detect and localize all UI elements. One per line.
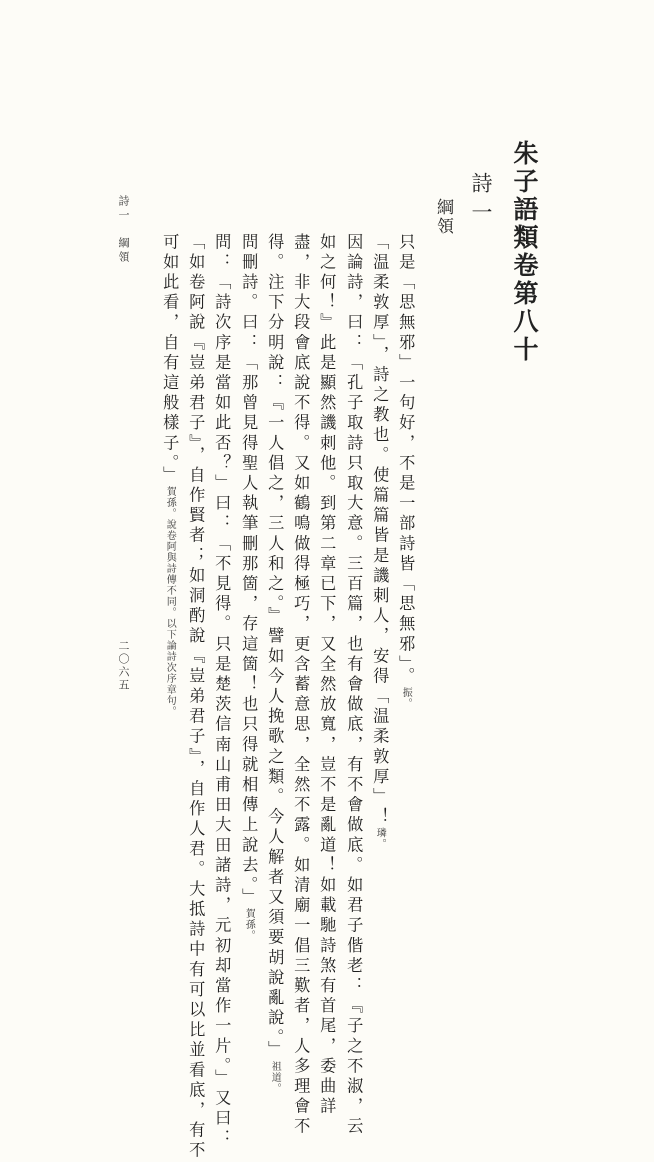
source-note: 振。	[400, 687, 412, 710]
column-text: 盡，非大段會底說不得。又如鶴鳴做得極巧，更含蓄意思，全然不露。如清廟一倡三歎者，人多理會不	[291, 233, 311, 1138]
text-column	[291, 233, 311, 1138]
text-column	[344, 233, 364, 1138]
column-text: 「温柔敦厚」，詩之教也。使篇篇皆是譏刺人，安得「温柔敦厚」！	[370, 233, 390, 828]
source-note: 祖道。	[269, 1061, 281, 1094]
column-text: 如之何！』此是顯然譏刺他。到第二章已下，又全然放寬，豈不是亂道！如載馳詩煞有首尾，委曲詳	[317, 233, 337, 1118]
text-column	[239, 233, 259, 942]
page-number: 二〇六五	[117, 640, 130, 692]
column-text: 問刪詩。曰：「那曾見得聖人執筆刪那箇，存這箇！也只得就相傳上說去。」	[239, 233, 259, 909]
running-title: 詩一 綱領	[117, 195, 130, 265]
column-text: 「如卷阿說『豈弟君子』，自作賢者；如洞酌說『豈弟君子』，自作人君。大抵詩中有可以比並看底，有不	[186, 233, 206, 1162]
column-text: 只是「思無邪」一句好，不是一部詩皆「思無邪」。	[396, 233, 416, 688]
text-column	[186, 233, 206, 1162]
column-text: 問：「詩次序是當如此否？」曰：「不見得。只是楚茨信南山甫田大田諸詩，元初却當作一片。」又曰：	[212, 233, 232, 1150]
text-column	[317, 233, 337, 1118]
chapter-title: 朱子語類卷第八十	[510, 140, 539, 364]
column-text: 可如此看，自有這般樣子。」	[160, 233, 180, 487]
source-note: 賀孫。說卷阿與詩傳不同。以下論詩次序章句。	[164, 486, 176, 718]
text-column	[160, 233, 180, 718]
column-text: 因論詩，曰：「孔子取詩只取大意。三百篇，也有會做底，有不會做底。如君子偕老：『子之不淑，云	[344, 233, 364, 1138]
section-heading: 詩一	[469, 172, 493, 230]
subsection-heading: 綱領	[433, 198, 453, 236]
text-column	[212, 233, 232, 1150]
column-text: 得。注下分明說：『一人倡之，三人和之。』譬如今人挽歌之類。今人解者又須要胡說亂說。」	[265, 233, 285, 1061]
source-note: 璘。	[374, 827, 386, 850]
text-column	[396, 233, 416, 710]
text-column	[265, 233, 285, 1094]
text-column	[370, 233, 390, 850]
source-note: 賀孫。	[243, 908, 255, 942]
